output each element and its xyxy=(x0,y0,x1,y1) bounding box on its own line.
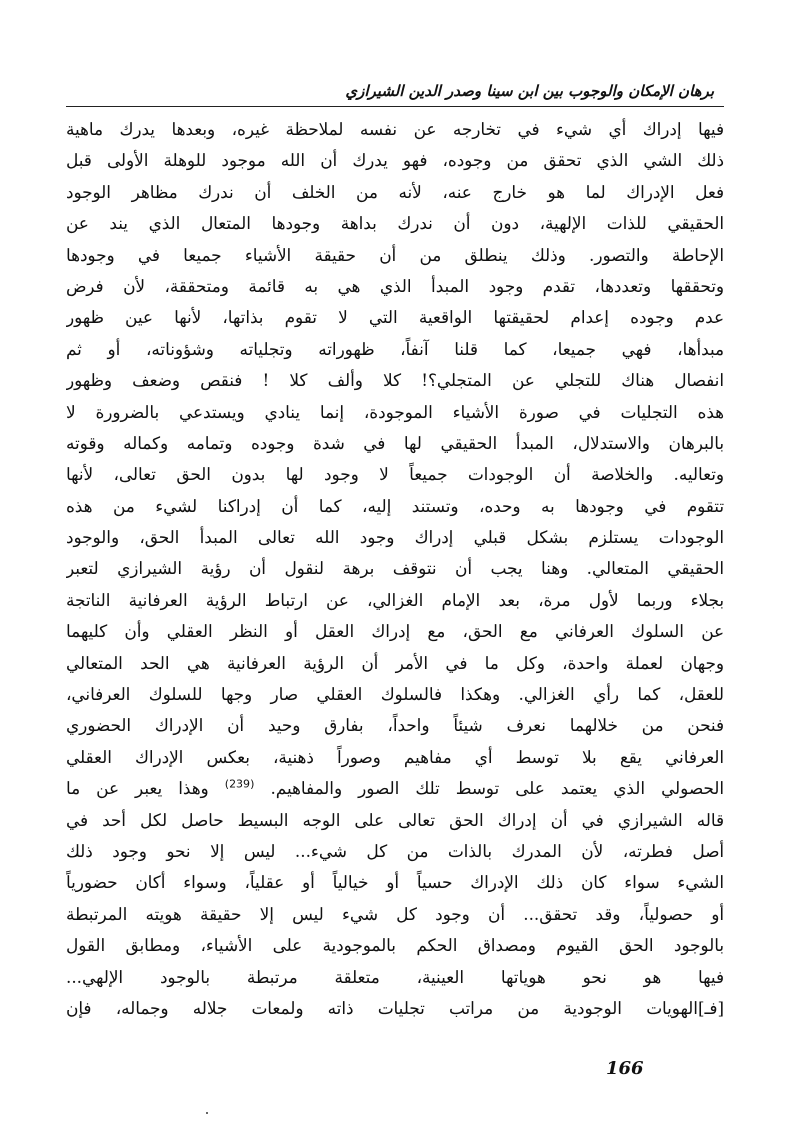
text-line: الإحاطة والتصور. وذلك ينطلق من أن حقيقة الأشياء جميعا في وجودها xyxy=(66,244,724,265)
text-line: فيها هو نحو هوياتها العينية، متعلقة مرتبطة بالوجود الإلهي... xyxy=(66,966,724,987)
text-line: أو حصولياً، وقد تحقق... أن وجود كل شيء ليس إلا حقيقة هويته المرتبطة xyxy=(66,903,724,924)
text-line: بجلاء وربما لأول مرة، بعد الإمام الغزالي، عن ارتباط الرؤية العرفانية الناتجة xyxy=(66,589,724,610)
text-line: عن السلوك العرفاني مع الحق، مع إدراك العقل أو النظر العقلي وأن كليهما xyxy=(66,621,724,642)
text-line: بالوجود الحق القيوم ومصداق الحكم بالموجودية على الأشياء، ومطابق القول xyxy=(66,935,724,956)
text-line: الشيء سواء كان ذلك الإدراك حسياً أو خيالياً أو عقلياً، وسواء أكان حضورياً xyxy=(66,872,724,893)
text-line: وتعاليه. والخلاصة أن الوجودات جميعاً لا وجود لها بدون الحق تعالى، لأنها xyxy=(66,464,724,485)
text-line: [فـ]الهويات الوجودية من مراتب تجليات ذاته ولمعات جلاله وجماله، فإن xyxy=(66,997,724,1018)
running-head: برهان الإمكان والوجوب بين ابن سينا وصدر الدين الشيرازي xyxy=(345,82,714,100)
text-line: بالبرهان والاستدلال، المبدأ الحقيقي لها في شدة وجوده وتمامه وكماله وقوته xyxy=(66,432,724,453)
body-text xyxy=(66,114,724,1024)
text-line: فعل الإدراك لما هو خارج عنه، لأنه من الخلف أن ندرك مظاهر الوجود xyxy=(66,181,724,202)
footnote-line-start: الحصولي الذي يعتمد على توسط تلك الصور والمفاهيم. xyxy=(270,778,724,799)
text-line: الحقيقي للذات الإلهية، دون أن ندرك بداهة وجودها المتعال الذي يند عن xyxy=(66,213,724,234)
text-line: وتحققها وتعددها، تقدم وجود المبدأ الذي هي به قائمة ومتحققة، لأن فرض xyxy=(66,275,724,296)
text-line: أصل فطرته، لأن المدرك بالذات من كل شيء... ليس إلا نحو وجود ذلك xyxy=(66,840,724,861)
text-line: عدم وجوده إعدام لحقيقتها الواقعية التي لا تقوم بذاتها، لأنها عين ظهور xyxy=(66,307,724,328)
text-line: قاله الشيرازي في أن إدراك الحق تعالى على الوجه البسيط حاصل لكل أحد في xyxy=(66,809,724,830)
footnote-reference[interactable]: (239) xyxy=(224,777,255,791)
page-number: 166 xyxy=(606,1058,644,1079)
text-line: للعقل، كما رأي الغزالي. وهكذا فالسلوك العقلي صار وجها للسلوك العرفاني، xyxy=(66,684,724,705)
text-line: العرفاني يقع بلا توسط أي مفاهيم وصوراً ذهنية، بعكس الإدراك العقلي xyxy=(66,746,724,767)
header-rule xyxy=(66,106,724,107)
text-line: فيها إدراك أي شيء في تخارجه عن نفسه لملاحظة غيره، وبعدها يدرك ماهية xyxy=(66,119,724,139)
text-line: تتقوم في وجودها به وحده، وتستند إليه، كما أن إدراكنا لشيء من هذه xyxy=(66,495,724,516)
scan-speck xyxy=(206,1112,208,1114)
text-line: الوجودات يستلزم بشكل قبلي إدراك وجود الله تعالى المبدأ الحق، والوجود xyxy=(66,527,724,548)
text-line: ذلك الشي الذي تحقق من وجوده، فهو يدرك أن الله موجود للوهلة الأولى قبل xyxy=(66,150,724,171)
text-line: مبدأها، فهي جميعا، كما قلنا آنفاً، ظهوراته وتجلياته وشؤوناته، أو ثم xyxy=(66,338,724,359)
text-line: وجهان لعملة واحدة، وكل ما في الأمر أن الرؤية العرفانية هي الحد المتعالي xyxy=(66,652,724,673)
footnote-line-end: وهذا يعبر عن ما xyxy=(66,778,209,799)
footnote-line xyxy=(66,773,724,804)
text-line: الحقيقي المتعالي. وهنا يجب أن نتوقف برهة لنقول أن رؤية الشيرازي لتعبر xyxy=(66,558,724,579)
text-line: هذه التجليات في صورة الأشياء الموجودة، إنما ينادي ويستدعي بالضرورة لا xyxy=(66,401,724,422)
text-line: انفصال هناك للتجلي عن المتجلي؟! كلا وألف كلا ! فنقص وضعف وظهور xyxy=(66,370,724,391)
text-line: فنحن من خلالهما نعرف شيئاً واحداً، بفارق وحيد أن الإدراك الحضوري xyxy=(66,715,724,736)
